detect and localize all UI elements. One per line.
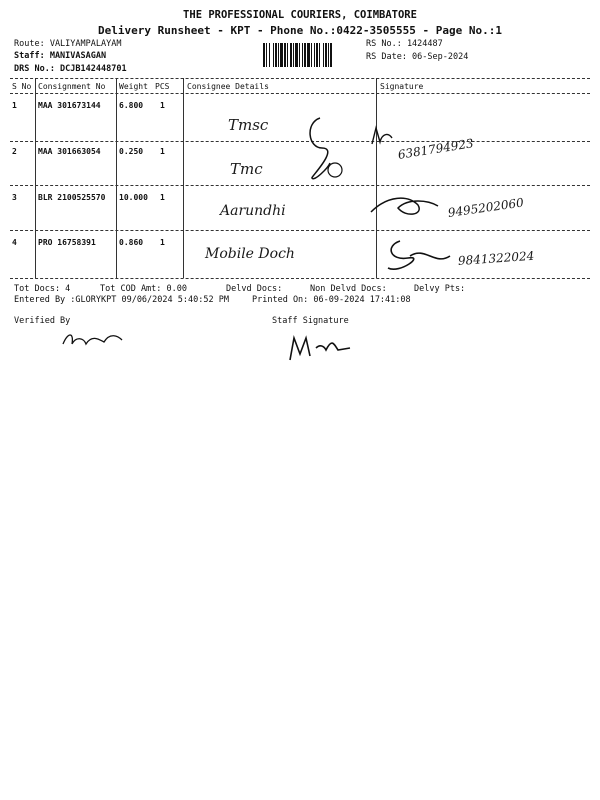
column-header-signature: Signature [380, 82, 424, 91]
weight-value: 0.860 [119, 238, 144, 247]
total-docs: Tot Docs: 4 [14, 284, 71, 294]
printed-on: Printed On: 06-09-2024 17:41:08 [252, 295, 411, 305]
delivery-points: Delvy Pts: [414, 284, 466, 294]
verifier-signature [60, 326, 130, 352]
consignee-handwritten: Aarundhi [220, 203, 286, 219]
entered-by: Entered By :GLORYKPT 09/06/2024 5:40:52 PM [14, 295, 229, 305]
row-divider [10, 185, 590, 186]
consignee-handwritten: Mobile Doch [205, 246, 295, 262]
row-sno: 3 [12, 193, 17, 202]
pcs-value: 1 [160, 101, 165, 110]
weight-value: 10.000 [119, 193, 148, 202]
table-top-rule [10, 78, 590, 79]
signature-scribble [300, 108, 360, 183]
staff-signature-label: Staff Signature [272, 316, 349, 326]
non-delivered-docs: Non Delvd Docs: [310, 284, 387, 294]
consignee-handwritten: Tmsc [228, 116, 269, 134]
phone-handwritten: 9495202060 [447, 195, 525, 220]
consignee-handwritten: Tmc [230, 160, 263, 178]
delivered-docs: Delvd Docs: [226, 284, 283, 294]
rs-date: RS Date: 06-Sep-2024 [366, 52, 469, 62]
row-sno: 4 [12, 238, 17, 247]
row-sno: 1 [12, 101, 17, 110]
column-header-weight: Weight [119, 82, 148, 91]
row-sno: 2 [12, 147, 17, 156]
table-header-rule [10, 93, 590, 94]
column-header-consignment: Consignment No [38, 82, 106, 91]
signature-scribble [368, 190, 448, 220]
pcs-value: 1 [160, 193, 165, 202]
column-divider [116, 78, 117, 278]
drs-number: DRS No.: DCJB142448701 [14, 64, 127, 74]
weight-value: 0.250 [119, 147, 144, 156]
staff-label: Staff: MANIVASAGAN [14, 51, 107, 61]
pcs-value: 1 [160, 238, 165, 247]
route-label: Route: VALIYAMPALAYAM [14, 39, 122, 49]
runsheet-subtitle: Delivery Runsheet - KPT - Phone No.:0422-3505555 - Page No.:1 [98, 24, 502, 37]
column-header-sno: S No [12, 82, 32, 91]
barcode-image [262, 43, 357, 67]
consignment-number: MAA 301663054 [38, 147, 101, 156]
company-title: THE PROFESSIONAL COURIERS, COIMBATORE [183, 9, 417, 21]
column-divider [376, 78, 377, 278]
total-cod-amount: Tot COD Amt: 0.00 [100, 284, 187, 294]
phone-handwritten: 6381794923 [396, 136, 475, 162]
rs-number: RS No.: 1424487 [366, 39, 443, 49]
signature-scribble [380, 236, 460, 276]
column-divider [183, 78, 184, 278]
column-header-consignee: Consignee Details [187, 82, 269, 91]
column-divider [35, 78, 36, 278]
table-bottom-rule [10, 278, 590, 279]
row-divider [10, 230, 590, 231]
consignment-number: BLR 2100525570 [38, 193, 106, 202]
verified-by-label: Verified By [14, 316, 71, 326]
signature-scribble [368, 124, 398, 149]
consignment-number: PRO 16758391 [38, 238, 96, 247]
consignment-number: MAA 301673144 [38, 101, 101, 110]
column-header-pcs: PCS [155, 82, 170, 91]
phone-handwritten: 9841322024 [457, 248, 535, 268]
weight-value: 6.800 [119, 101, 144, 110]
pcs-value: 1 [160, 147, 165, 156]
staff-signature [284, 330, 354, 364]
